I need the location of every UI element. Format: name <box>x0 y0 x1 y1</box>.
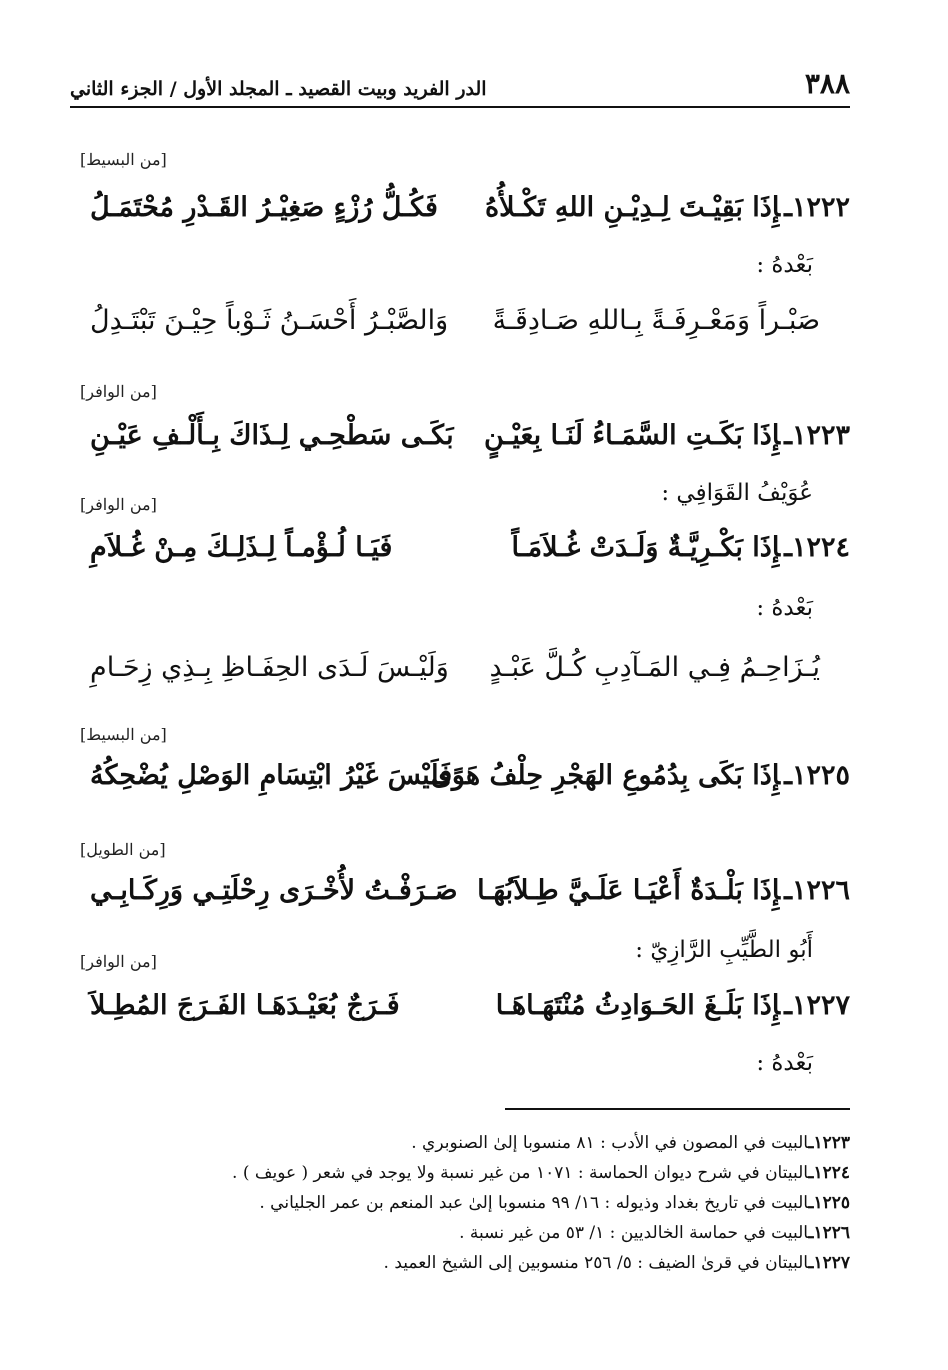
verse-second-hemistich: فَيَـا لُـؤْمـاً لِـذَلِـكَ مِـنْ غُـلاَمِ <box>90 532 393 563</box>
meter-label: [من الوافر] <box>80 382 157 401</box>
verse-second-hemistich: صَـرَفْـتُ لأُخْـرَى رِحْلَتِـي وَرِكَـابِـي <box>90 875 458 906</box>
verse-first-hemistich <box>484 420 850 451</box>
verse-1225 <box>90 760 850 800</box>
hemistich-text: إِذَا بَلَـغَ الحَـوَادِثُ مُنْتَهَـاهَـا <box>495 990 781 1021</box>
page-number: ٣٨٨ <box>804 67 850 100</box>
verse-second-hemistich: فَلَيْسَ غَيْرُ ابْتِسَامِ الوَصْلِ يُضْحِكُهُ <box>90 760 453 791</box>
verse-second-hemistich: فَـرَجٌ بُعَيْـدَهَـا الفَـرَجَ المُطِـلاَ <box>90 990 400 1021</box>
verse-1224-follow <box>90 652 850 692</box>
attribution-label: بَعْدهُ : <box>756 252 813 278</box>
verse-first-hemistich <box>485 192 850 223</box>
verse-number: ١٢٢٧ـ <box>784 990 850 1021</box>
verse-1223 <box>90 420 850 460</box>
hemistich-text: إِذَا بَكْـرِيَّـةٌ وَلَـدَتْ غُـلاَمَـاً <box>511 532 781 563</box>
verse-first-hemistich <box>496 990 850 1021</box>
meter-label: [من الوافر] <box>80 952 157 971</box>
meter-label: [من البسيط] <box>80 725 167 744</box>
meter-label: [من البسيط] <box>80 150 167 169</box>
verse-number: ١٢٢٦ـ <box>784 875 850 906</box>
verse-1224 <box>90 532 850 572</box>
attribution-label: عُوَيْفُ القَوَافِي : <box>661 480 813 506</box>
footnote-number: ١٢٢٣ـ <box>808 1133 850 1153</box>
verse-number: ١٢٢٢ـ <box>784 192 850 223</box>
verse-second-hemistich: بَكَـى سَطْحِـي لِـذَاكَ بِـأَلْـفِ عَيْـنِ <box>90 420 454 451</box>
footnote-item <box>90 1248 850 1278</box>
attribution-label: بَعْدهُ : <box>756 595 813 621</box>
page-header <box>70 52 850 100</box>
meter-label: [من الطويل] <box>80 840 166 859</box>
verse-first-hemistich <box>477 875 850 906</box>
footnote-number: ١٢٢٥ـ <box>808 1193 850 1213</box>
verse-number: ١٢٢٤ـ <box>784 532 850 563</box>
footnote-number: ١٢٢٤ـ <box>808 1163 850 1183</box>
hemistich-text: إِذَا بَكَى بِدُمُوعِ الهَجْرِ حِلْفُ هَوًى <box>430 760 781 791</box>
verse-number: ١٢٢٥ـ <box>784 760 850 791</box>
verse-number: ١٢٢٣ـ <box>784 420 850 451</box>
footnote-item <box>90 1128 850 1158</box>
footnote-text: البيت في المصون في الأدب : ٨١ منسوبا إلىٰ الصنوبري . <box>411 1133 809 1153</box>
attribution-label: أَبُو الطَّيِّبِ الرَّازِيّ : <box>635 937 813 963</box>
verse-second-hemistich: وَالصَّبْـرُ أَحْسَـنُ ثَـوْباً حِيْـنَ تَبْتَـدِلُ <box>90 305 449 336</box>
footnote-item <box>90 1218 850 1248</box>
running-title: الدر الفريد وبيت القصيد ـ المجلد الأول / الجزء الثاني <box>70 78 487 100</box>
verse-1222 <box>90 192 850 232</box>
verse-second-hemistich: فَكُـلُّ رُزْءٍ صَغِيْـرُ القَـدْرِ مُحْتَمَـلُ <box>90 192 438 223</box>
hemistich-text: إِذَا بَلْـدَةٌ أَعْيَـا عَلَـيَّ طِـلاَبُهَـا <box>477 875 781 906</box>
footnote-text: البيت في تاريخ بغداد وذيوله : ١٦/ ٩٩ منسوبا إلىٰ عبد المنعم بن عمر الجلياني . <box>259 1193 809 1213</box>
verse-first-hemistich: صَبْـراً وَمَعْـرِفَـةً بِـاللهِ صَـادِقَـةً <box>492 305 820 336</box>
footnote-item <box>90 1158 850 1188</box>
hemistich-text: إِذَا بَقِيْـتَ لِـدِيْـنِ اللهِ تَكْـلأُهُ <box>484 192 781 223</box>
footnote-number: ١٢٢٧ـ <box>808 1253 850 1273</box>
header-rule <box>70 106 850 108</box>
meter-label: [من الوافر] <box>80 495 157 514</box>
footnote-text: البيتان في شرح ديوان الحماسة : ١٠٧١ من غير نسبة ولا يوجد في شعر ( عويف ) . <box>232 1163 809 1183</box>
verse-first-hemistich: يُـزَاحِـمُ فِـي المَـآدِبِ كُـلَّ عَبْـدٍ <box>489 652 820 683</box>
verse-first-hemistich <box>511 532 850 563</box>
footnote-text: البيتان في قرىٰ الضيف : ٥/ ٢٥٦ منسوبين إلى الشيخ العميد . <box>383 1253 809 1273</box>
verse-1222-follow <box>90 305 850 345</box>
footnote-text: البيت في حماسة الخالديين : ١/ ٥٣ من غير نسبة . <box>459 1223 809 1243</box>
verse-1226 <box>90 875 850 915</box>
verse-second-hemistich: وَلَيْـسَ لَـدَى الحِفَـاظِ بِـذِي زِحَـامِ <box>90 652 449 683</box>
footnote-rule <box>505 1108 850 1110</box>
hemistich-text: إِذَا بَكَـتِ السَّمَـاءُ لَنَـا بِعَيْـنٍ <box>483 420 781 451</box>
attribution-label: بَعْدهُ : <box>756 1050 813 1076</box>
verse-1227 <box>90 990 850 1030</box>
footnotes <box>90 1128 850 1278</box>
footnote-number: ١٢٢٦ـ <box>808 1223 850 1243</box>
footnote-item <box>90 1188 850 1218</box>
verse-first-hemistich <box>431 760 850 791</box>
